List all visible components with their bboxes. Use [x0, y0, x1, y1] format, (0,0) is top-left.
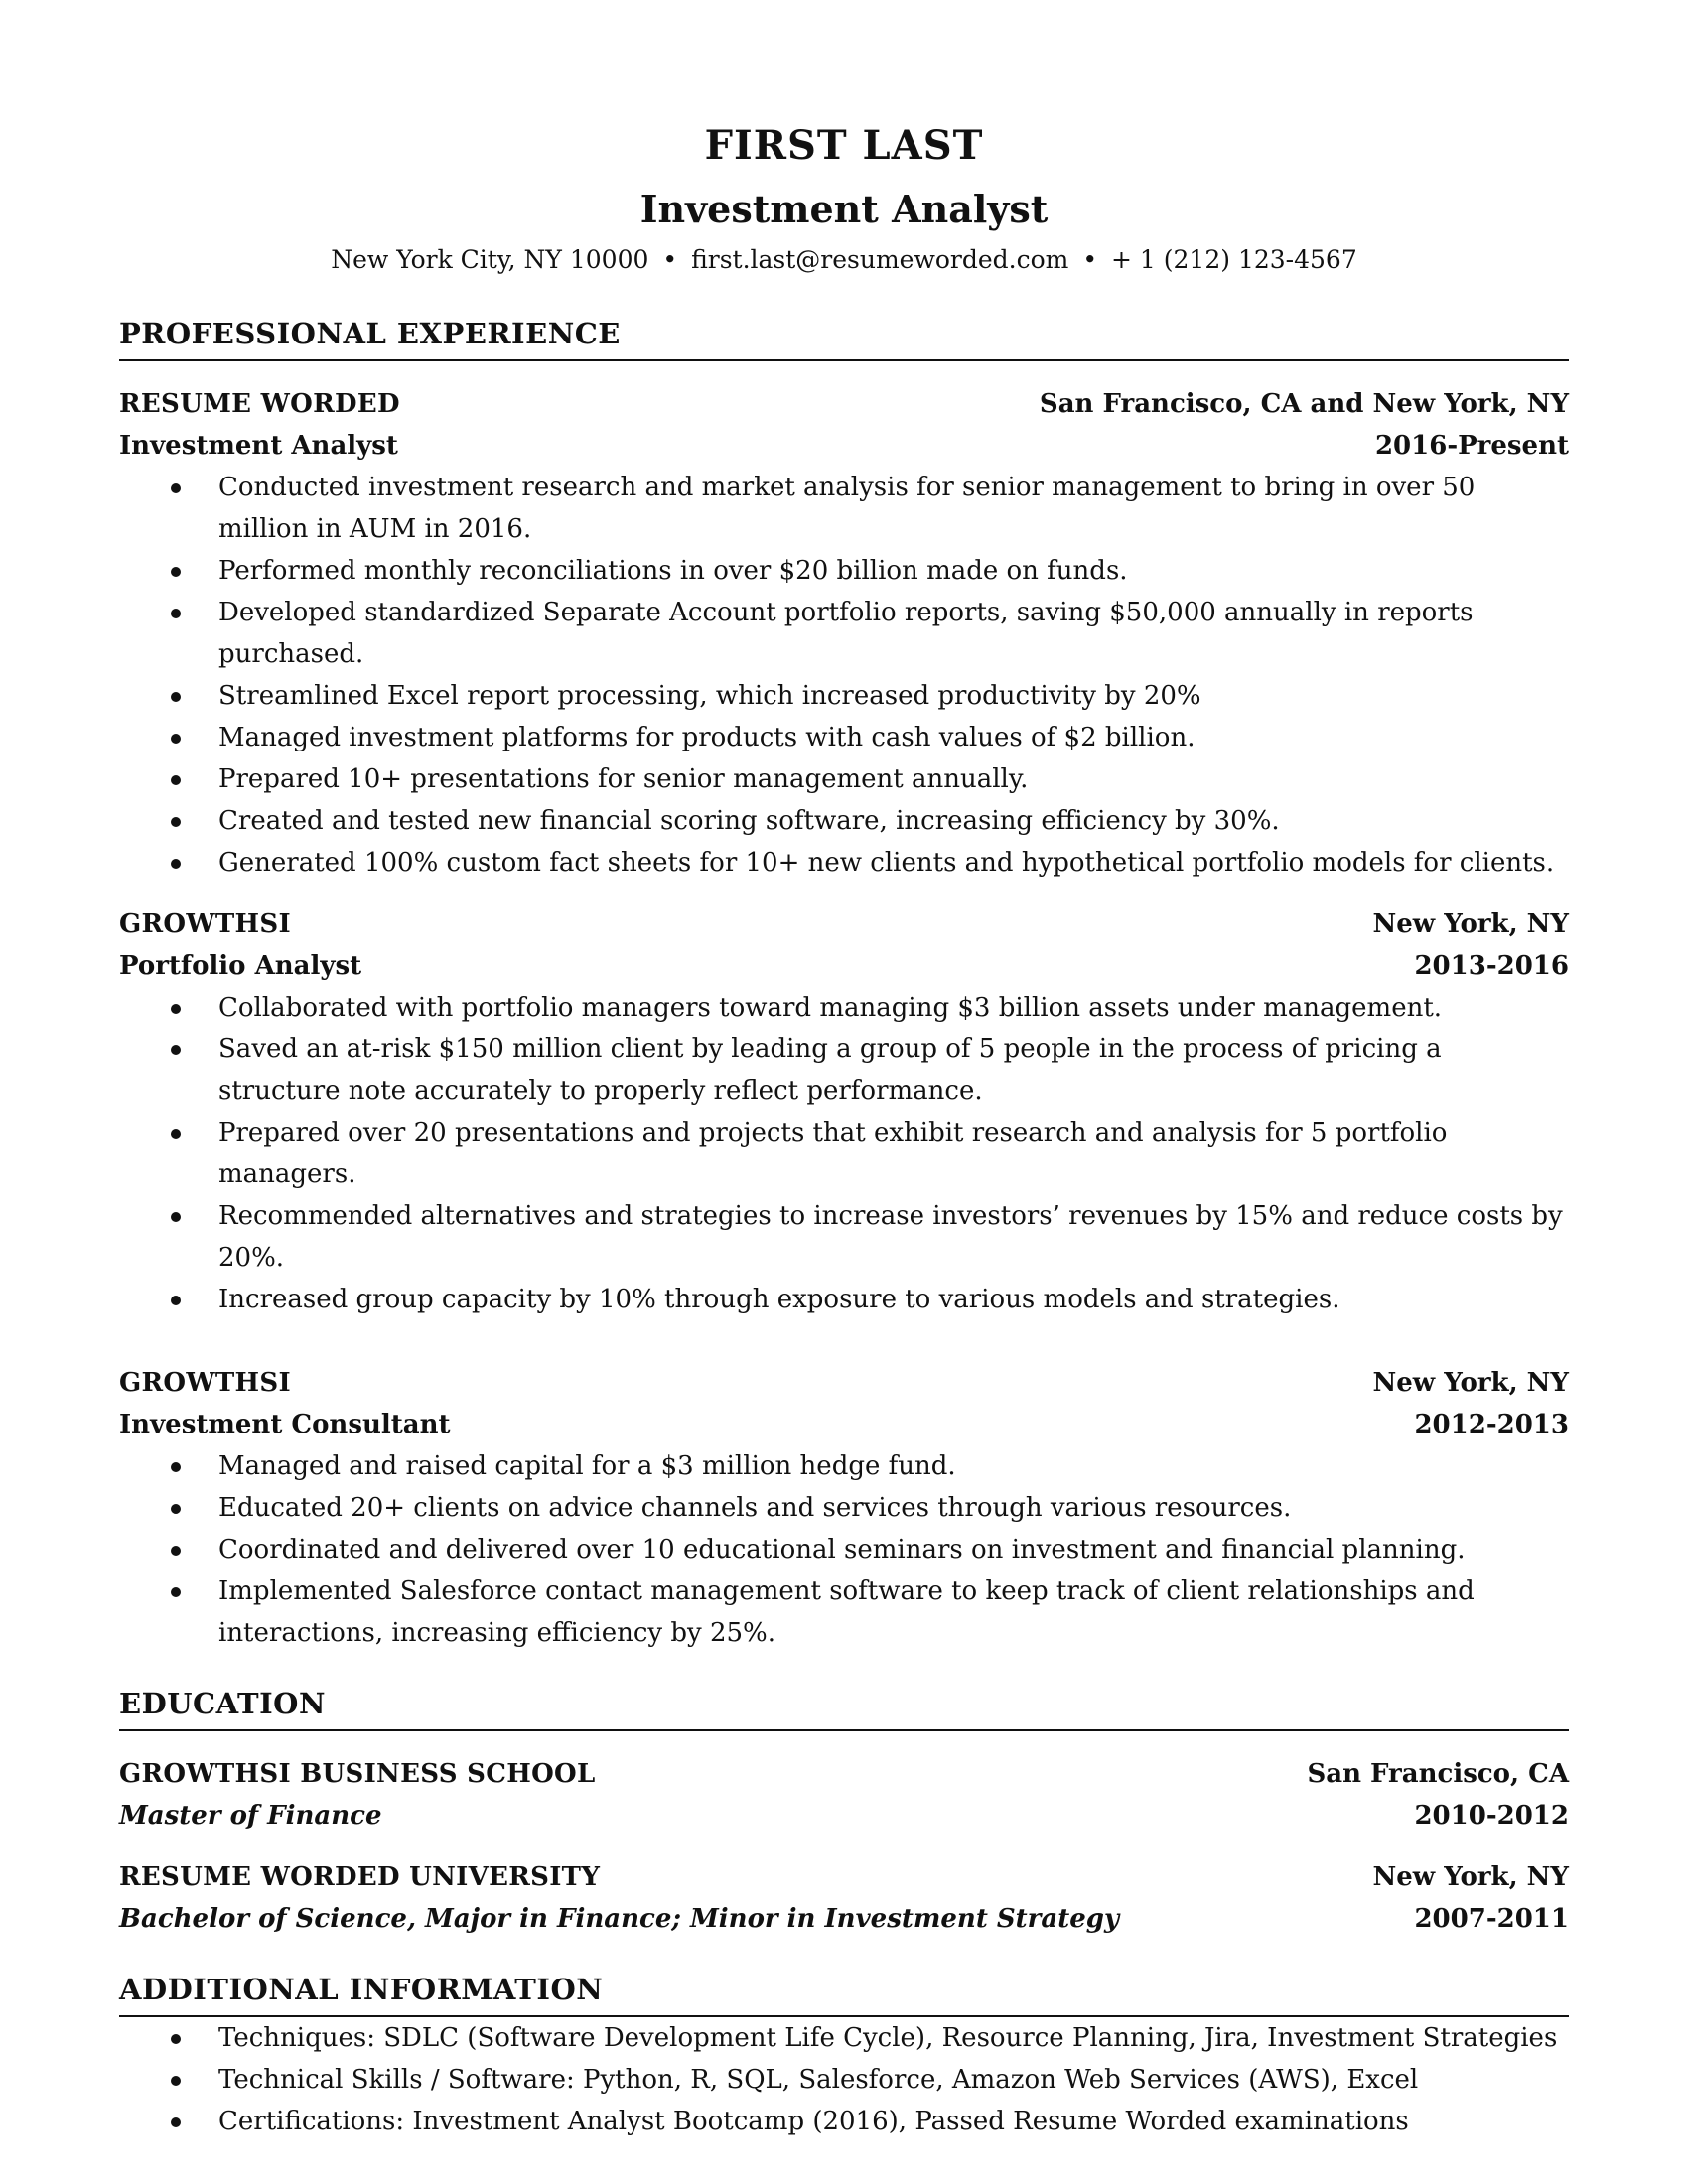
job-entry [119, 383, 1569, 884]
additional-section [119, 1970, 1569, 2142]
education-entry [119, 1753, 1569, 1837]
job-company: GROWTHSI [119, 909, 291, 939]
degree: Master of Finance [119, 1801, 382, 1831]
school-name: GROWTHSI BUSINESS SCHOOL [119, 1759, 596, 1789]
job-location: New York, NY [1372, 1368, 1569, 1398]
list-item [119, 2101, 1569, 2142]
job-role-row [119, 1404, 1569, 1445]
bullet-text: Conducted investment research and market analysis for senior management to bring in over 50 million in AUM in 2016. [218, 473, 1476, 544]
bullet-text: Increased group capacity by 10% through exposure to various models and strategies. [218, 1285, 1340, 1314]
job-bullets [119, 1445, 1569, 1654]
list-item [119, 675, 1569, 717]
list-item [119, 467, 1569, 550]
bullet-icon [171, 483, 181, 493]
section-heading-additional: ADDITIONAL INFORMATION [119, 1970, 1569, 2017]
bullet-icon [171, 1045, 181, 1055]
bullet-icon [171, 2034, 181, 2044]
list-item [119, 1570, 1569, 1654]
bullet-icon [171, 2117, 181, 2127]
candidate-name: FIRST LAST [704, 122, 984, 169]
school-name: RESUME WORDED UNIVERSITY [119, 1862, 601, 1892]
bullet-icon [171, 1212, 181, 1222]
bullet-text: Educated 20+ clients on advice channels and services through various resources. [218, 1493, 1292, 1523]
bullet-text: Performed monthly reconciliations in over $20 billion made on funds. [218, 556, 1128, 586]
contact-phone[interactable]: + 1 (212) 123-4567 [1111, 245, 1357, 274]
bullet-icon [171, 1546, 181, 1556]
bullet-icon [171, 1504, 181, 1514]
list-item [119, 758, 1569, 800]
education-section [119, 1684, 1569, 1940]
degree-row [119, 1795, 1569, 1837]
job-bullets [119, 467, 1569, 884]
list-item [119, 1487, 1569, 1529]
additional-bullets [119, 2017, 1569, 2142]
bullet-text: Techniques: SDLC (Software Development Life Cycle), Resource Planning, Jira, Investment Strategies [218, 2023, 1558, 2053]
bullet-icon [171, 1004, 181, 1014]
job-bullets [119, 987, 1569, 1320]
bullet-text: Developed standardized Separate Account portfolio reports, saving $50,000 annually in reports purchased. [218, 598, 1474, 669]
contact-line [119, 242, 1569, 278]
list-item [119, 1279, 1569, 1320]
school-location: San Francisco, CA [1307, 1759, 1569, 1789]
list-item [119, 1028, 1569, 1112]
section-heading-experience: PROFESSIONAL EXPERIENCE [119, 314, 1569, 361]
job-company-row [119, 1362, 1569, 1404]
job-role: Investment Analyst [119, 431, 398, 461]
contact-separator: • [1082, 245, 1098, 274]
candidate-title: Investment Analyst [639, 187, 1049, 231]
bullet-text: Coordinated and delivered over 10 educational seminars on investment and financial planning. [218, 1535, 1466, 1565]
bullet-text: Certifications: Investment Analyst Bootcamp (2016), Passed Resume Worded examinations [218, 2107, 1409, 2136]
job-role: Investment Consultant [119, 1410, 451, 1439]
bullet-icon [171, 1296, 181, 1305]
bullet-icon [171, 567, 181, 577]
list-item [119, 2017, 1569, 2059]
job-location: New York, NY [1372, 909, 1569, 939]
list-item [119, 2059, 1569, 2101]
bullet-text: Created and tested new financial scoring software, increasing efficiency by 30%. [218, 806, 1280, 836]
degree: Bachelor of Science, Major in Finance; Minor in Investment Strategy [119, 1904, 1120, 1934]
bullet-text: Saved an at-risk $150 million client by leading a group of 5 people in the process of pricing a structure note accurately to properly reflect performance. [218, 1034, 1442, 1106]
degree-row [119, 1898, 1569, 1940]
bullet-icon [171, 1587, 181, 1597]
job-role-row [119, 945, 1569, 987]
bullet-icon [171, 859, 181, 869]
school-row [119, 1753, 1569, 1795]
list-item [119, 1445, 1569, 1487]
bullet-icon [171, 692, 181, 702]
list-item [119, 987, 1569, 1028]
school-location: New York, NY [1372, 1862, 1569, 1892]
education-entry [119, 1856, 1569, 1940]
list-item [119, 1529, 1569, 1570]
school-row [119, 1856, 1569, 1898]
bullet-icon [171, 775, 181, 785]
bullet-icon [171, 1462, 181, 1472]
bullet-text: Managed investment platforms for products with cash values of $2 billion. [218, 723, 1196, 752]
job-company-row [119, 383, 1569, 425]
list-item [119, 800, 1569, 842]
bullet-icon [171, 609, 181, 618]
bullet-text: Prepared over 20 presentations and projects that exhibit research and analysis for 5 portfolio managers. [218, 1118, 1448, 1189]
resume-header [119, 119, 1569, 278]
job-dates: 2012-2013 [1414, 1410, 1569, 1439]
bullet-icon [171, 734, 181, 744]
bullet-icon [171, 1129, 181, 1139]
bullet-icon [171, 2076, 181, 2086]
job-entry [119, 903, 1569, 1320]
contact-email[interactable]: first.last@resumeworded.com [691, 245, 1069, 274]
job-role-row [119, 425, 1569, 467]
education-dates: 2010-2012 [1414, 1801, 1569, 1831]
list-item [119, 1195, 1569, 1279]
list-item [119, 842, 1569, 884]
list-item [119, 717, 1569, 758]
bullet-text: Prepared 10+ presentations for senior management annually. [218, 764, 1029, 794]
list-item [119, 550, 1569, 592]
job-dates: 2016-Present [1374, 431, 1569, 461]
job-location: San Francisco, CA and New York, NY [1039, 389, 1569, 419]
bullet-text: Recommended alternatives and strategies to increase investors’ revenues by 15% and reduce costs by 20%. [218, 1201, 1563, 1273]
list-item [119, 1112, 1569, 1195]
contact-separator: • [662, 245, 678, 274]
education-dates: 2007-2011 [1414, 1904, 1569, 1934]
bullet-text: Streamlined Excel report processing, which increased productivity by 20% [218, 681, 1201, 711]
job-role: Portfolio Analyst [119, 951, 362, 981]
job-company: RESUME WORDED [119, 389, 400, 419]
list-item [119, 592, 1569, 675]
job-company-row [119, 903, 1569, 945]
bullet-text: Implemented Salesforce contact management software to keep track of client relationships and interactions, increasing efficiency by 25%. [218, 1576, 1475, 1648]
section-heading-education: EDUCATION [119, 1684, 1569, 1731]
bullet-text: Collaborated with portfolio managers toward managing $3 billion assets under management. [218, 993, 1443, 1023]
bullet-text: Technical Skills / Software: Python, R, SQL, Salesforce, Amazon Web Services (AWS), Excel [218, 2065, 1419, 2095]
contact-location: New York City, NY 10000 [331, 245, 649, 274]
job-entry [119, 1362, 1569, 1654]
job-company: GROWTHSI [119, 1368, 291, 1398]
job-dates: 2013-2016 [1414, 951, 1569, 981]
bullet-text: Managed and raised capital for a $3 million hedge fund. [218, 1451, 956, 1481]
bullet-icon [171, 817, 181, 827]
bullet-text: Generated 100% custom fact sheets for 10+ new clients and hypothetical portfolio models for clients. [218, 848, 1555, 878]
experience-section [119, 314, 1569, 1654]
